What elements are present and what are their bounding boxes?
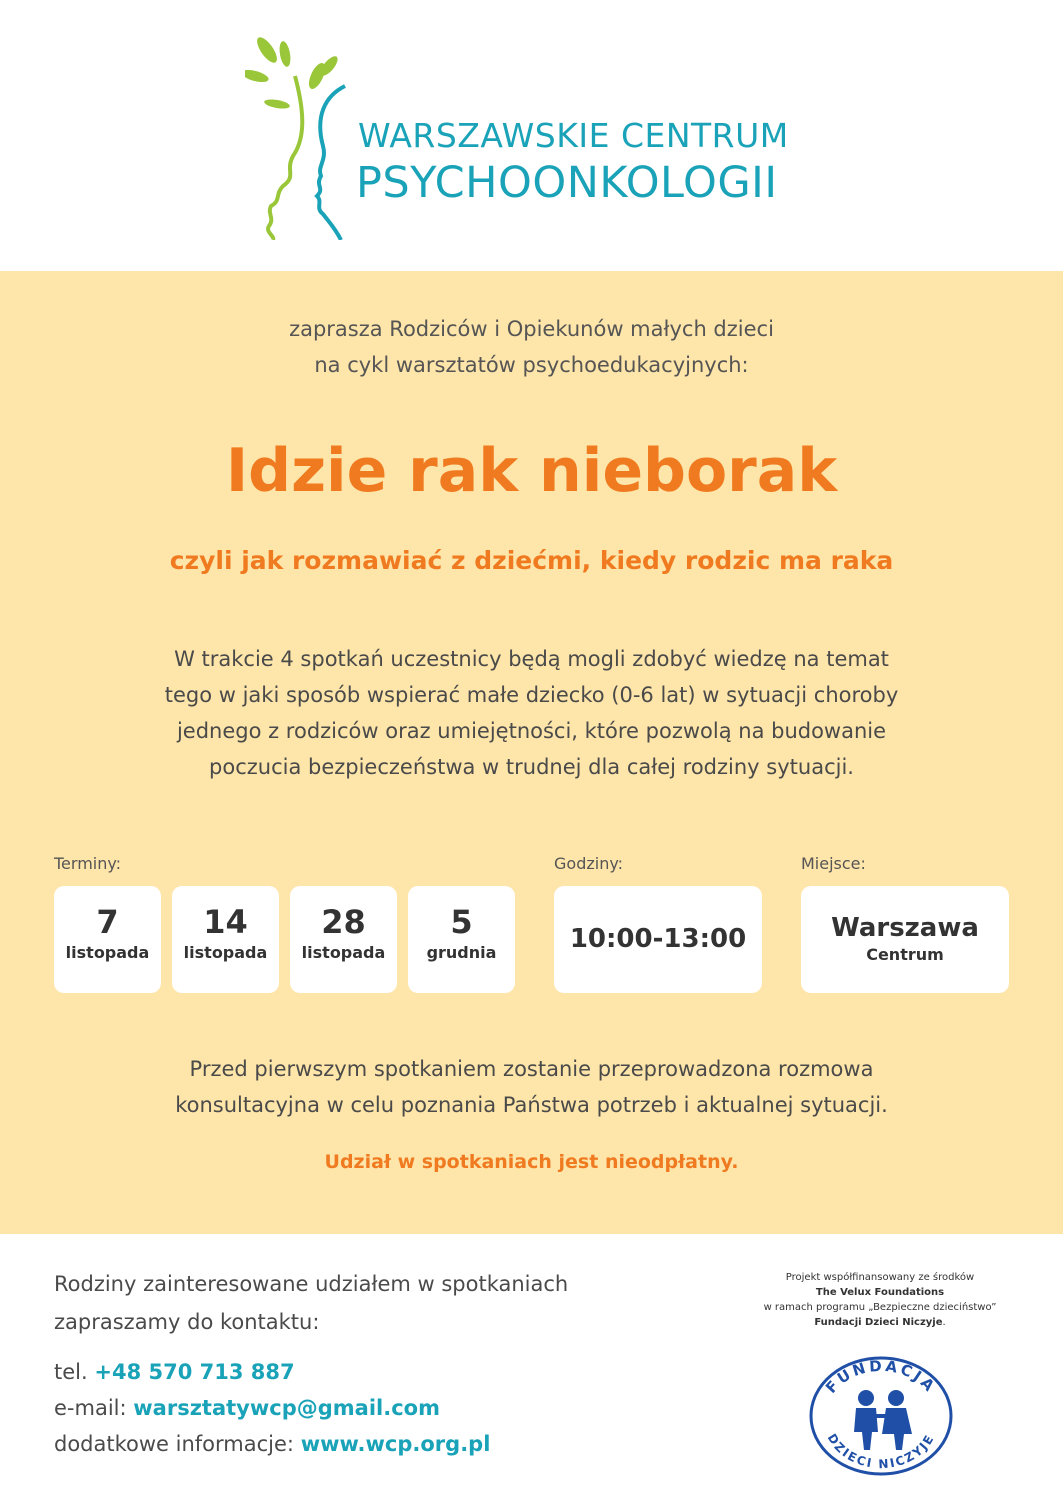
date-card — [408, 886, 515, 993]
sponsor-line4-period: . — [942, 1317, 946, 1328]
web-link[interactable]: www.wcp.org.pl — [300, 1432, 491, 1456]
date-day: 28 — [321, 903, 366, 941]
email-label: e-mail: — [54, 1396, 127, 1420]
sponsor-line3: w ramach programu „Bezpieczne dzieciństwo” — [763, 1302, 997, 1313]
contact-web-row — [54, 1432, 490, 1456]
place-sub: Centrum — [866, 945, 944, 964]
consultation-note-line2: konsultacyjna w celu poznania Państwa potrzeb i aktualnej sytuacji. — [175, 1093, 888, 1117]
event-title: Idzie rak nieborak — [225, 436, 838, 506]
logo-title-line2: PSYCHOONKOLOGII — [356, 158, 778, 208]
date-card — [290, 886, 397, 993]
sponsor-foundation-name: Fundacji Dzieci Niczyje — [814, 1317, 943, 1328]
header — [0, 0, 1063, 271]
hours-label: Godziny: — [554, 854, 624, 873]
description-line: jednego z rodziców oraz umiejętności, które pozwolą na budowanie — [176, 719, 887, 743]
foundation-logo-bottom-text: DZIECI NICZYJE — [824, 1431, 938, 1472]
date-day: 7 — [96, 903, 119, 941]
date-day: 5 — [450, 903, 473, 941]
hours-card — [554, 886, 762, 993]
foundation-logo-top-text: FUNDACJA — [822, 1356, 940, 1397]
description-line: tego w jaki sposób wspierać małe dziecko (0-6 lat) w sytuacji choroby — [164, 683, 899, 707]
info-panel — [0, 271, 1063, 1234]
intro-line2: na cykl warsztatów psychoedukacyjnych: — [314, 353, 749, 377]
place-value: Warszawa — [831, 913, 979, 943]
description-line: W trakcie 4 spotkań uczestnicy będą mogli zdobyć wiedzę na temat — [174, 647, 889, 671]
intro-line1: zaprasza Rodziców i Opiekunów małych dzieci — [289, 317, 774, 341]
sponsor-line2 — [735, 1285, 1025, 1300]
date-month: grudnia — [426, 943, 497, 962]
place-card — [801, 886, 1009, 993]
date-card — [172, 886, 279, 993]
event-subtitle: czyli jak rozmawiać z dziećmi, kiedy rodzic ma raka — [169, 546, 894, 575]
sponsor-name: The Velux Foundations — [815, 1287, 945, 1298]
phone-label: tel. — [54, 1360, 88, 1384]
hours-value: 10:00-13:00 — [569, 924, 747, 954]
free-participation-note: Udział w spotkaniach jest nieodpłatny. — [324, 1151, 739, 1173]
date-month: listopada — [301, 943, 386, 962]
date-day: 14 — [203, 903, 248, 941]
consultation-note-line1: Przed pierwszym spotkaniem zostanie przeprowadzona rozmowa — [189, 1057, 874, 1081]
leaf-faces-logo-icon — [245, 36, 355, 240]
description-line: poczucia bezpieczeństwa w trudnej dla całej rodziny sytuacji. — [209, 755, 854, 779]
sponsor-line1: Projekt współfinansowany ze środków — [785, 1272, 975, 1283]
email-link[interactable]: warsztatywcp@gmail.com — [133, 1396, 440, 1420]
svg-text:FUNDACJA — [822, 1357, 940, 1397]
contact-email-row — [54, 1396, 440, 1420]
date-month: listopada — [183, 943, 268, 962]
dates-label: Terminy: — [54, 854, 122, 873]
phone-link[interactable]: +48 570 713 887 — [94, 1360, 295, 1384]
sponsor-line4 — [735, 1315, 1025, 1330]
children-holding-hands-icon — [806, 1354, 956, 1478]
contact-intro-line1: Rodziny zainteresowane udziałem w spotkaniach — [54, 1272, 569, 1296]
place-label: Miejsce: — [801, 854, 866, 873]
web-label: dodatkowe informacje: — [54, 1432, 294, 1456]
date-month: listopada — [65, 943, 150, 962]
contact-phone-row — [54, 1360, 295, 1384]
contact-intro-line2: zapraszamy do kontaktu: — [54, 1310, 320, 1334]
logo-title-line1: WARSZAWSKIE CENTRUM — [358, 116, 789, 155]
date-card — [54, 886, 161, 993]
